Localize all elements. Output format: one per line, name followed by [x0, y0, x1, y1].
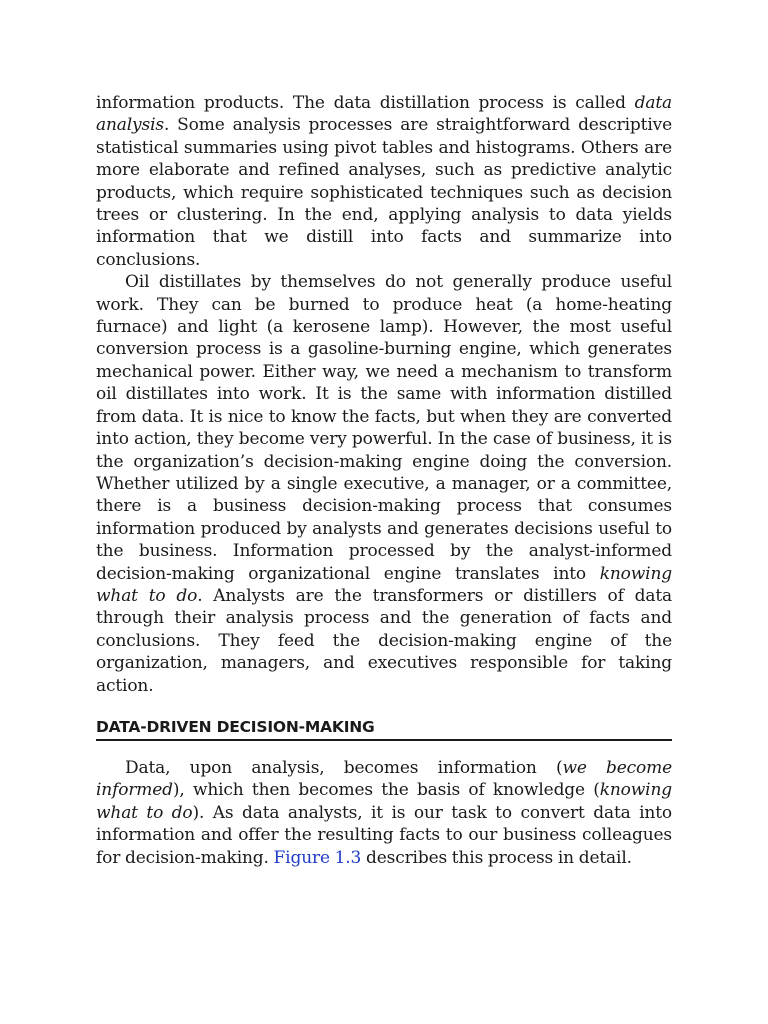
paragraph-text: information products. The data distillation process is called [96, 93, 635, 113]
paragraph-data-analysis [96, 92, 672, 271]
emphasis-data-analysis: data analysis [96, 93, 672, 136]
paragraph-text: ), which then becomes the basis of knowledge ( [172, 780, 600, 801]
paragraph-text: Oil distillates by themselves do not generally produce useful work. They can be burned to produce heat (a home-heating furnace) and light (a kerosene lamp). However, the most useful conversion process is a gasoline-burning engine, which generates mechanical power. Either way, we need a mechanism to transform oil distillates into work. It is the same with information distilled from data. It is nice to know the facts, but when they are converted into action, they become very powerful. In the case of business, it is the organization’s decision-making engine doing the conversion. Whether utilized by a single executive, a manager, or a committee, there is a business decision-making process that consumes information produced by analysts and generates decisions useful to the business. Information processed by the analyst-informed decision-making organizational engine translates into [96, 272, 672, 584]
paragraph-text: . Analysts are the transformers or distillers of data through their analysis process and the generation of facts and conclusions. They feed the decision-making engine of the organization, managers, and executives responsible for taking action. [96, 585, 672, 696]
paragraph-text: . Some analysis processes are straightforward descriptive statistical summaries using pivot tables and histograms. Others are more elaborate and refined analyses, such as predictive analytic products, which require sophisticated techniques such as decision trees or clustering. In the end, applying analysis to data yields information that we distill into facts and summarize into conclusions. [96, 115, 672, 270]
paragraph-text: ). As data analysts, it is our task to convert data into information and offer the resulting facts to our business colleagues for decision-making. [96, 802, 672, 868]
paragraph-data-driven [96, 757, 672, 869]
section-heading: DATA-DRIVEN DECISION-MAKING [96, 717, 672, 741]
emphasis-knowing-what-to-do: knowing what to do [96, 780, 672, 823]
paragraph-oil-distillates [96, 271, 672, 697]
document-page [96, 92, 672, 869]
emphasis-knowing-what-to-do: knowing what to do [96, 563, 672, 606]
paragraph-text: describes this process in detail. [361, 847, 632, 868]
figure-reference-link[interactable]: Figure 1.3 [273, 847, 362, 868]
paragraph-text: Data, upon analysis, becomes information ( [125, 757, 563, 778]
emphasis-we-become-informed: we become informed [96, 757, 673, 801]
